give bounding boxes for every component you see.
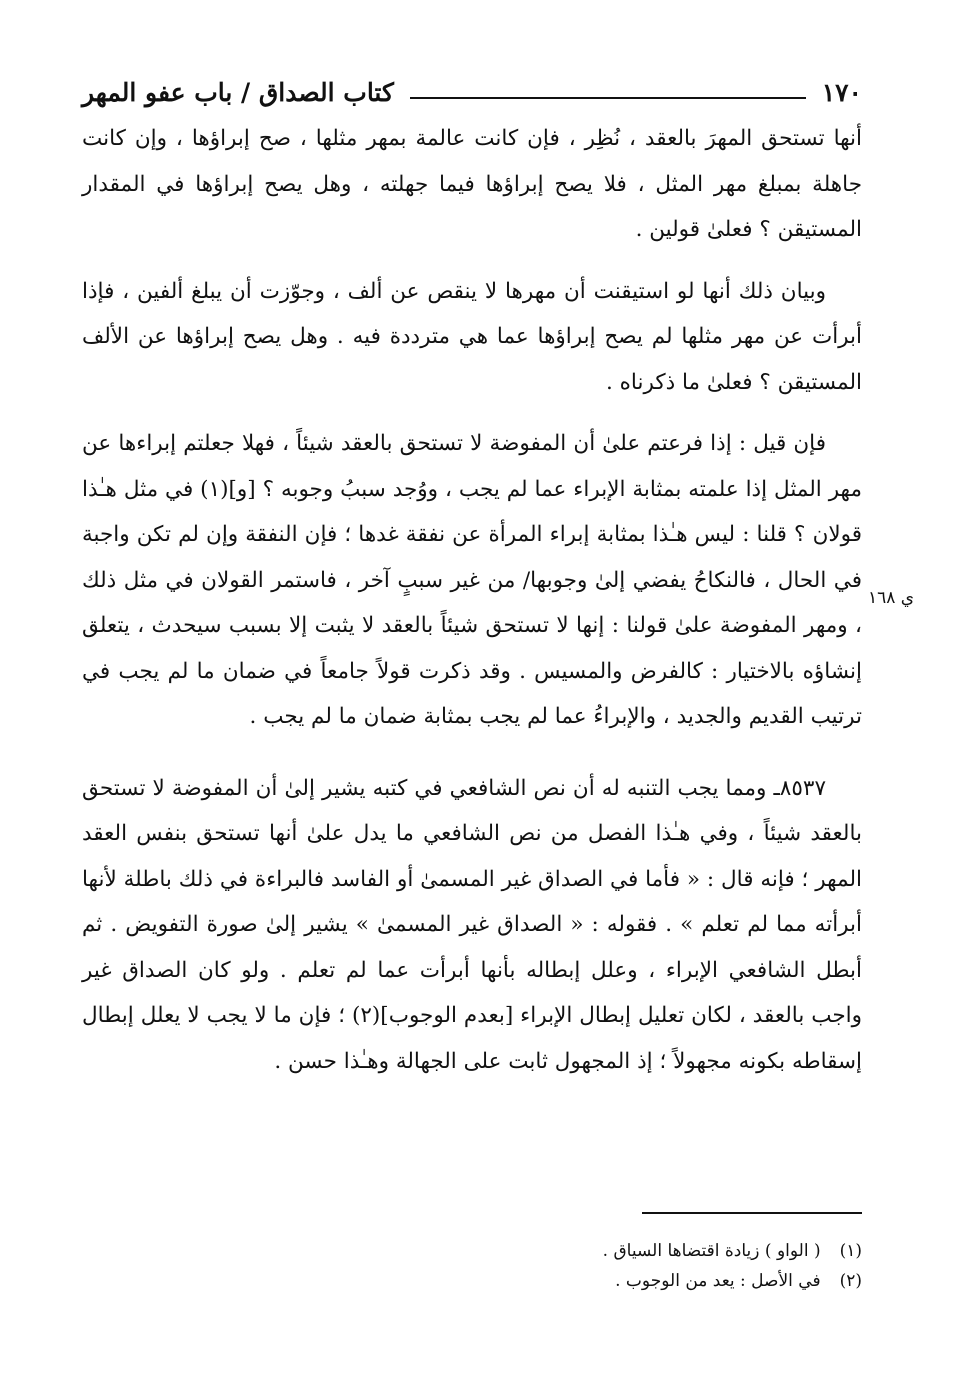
margin-page-reference: ي ١٦٨ [868, 588, 915, 608]
running-title: كتاب الصداق / باب عفو المهر [82, 77, 394, 107]
paragraph-3: فإن قيل : إذا فرعتم علىٰ أن المفوضة لا تستحق بالعقد شيئاً ، فهلا جعلتم إبراءها عن مهر المثل إذا علمته بمثابة الإبراء عما لم يجب ، ووُجد سببُ وجوبه ؟ [و](١) في مثل هـٰذا قولان ؟ قلنا : ليس هـٰذا بمثابة إبراء المرأة عن نفقة غدها ؛ فإن النفقة وإن لم تكن واجبة في الحال ، فالنكاحُ يفضي إلىٰ وجوبها/ من غير سببٍ آخر ، فاستمر القولان في مثل ذلك ، ومهر المفوضة علىٰ قولنا : إنها لا تستحق شيئاً بالعقد لا يثبت إلا بسبب سيحدث ، يتعلق إنشاؤه بالاختيار : كالفرض والمسيس . وقد ذكرت قولاً جامعاً في ضمان ما لم يجب في ترتيب القديم والجديد ، والإبراءُ عما لم يجب بمثابة ضمان ما لم يجب . [82, 431, 862, 729]
main-text [82, 116, 862, 1084]
paragraph-2: وبيان ذلك أنها لو استيقنت أن مهرها لا ينقص عن ألف ، وجوّزت أن يبلغ ألفين ، فإذا أبرأت عن مهر مثلها لم يصح إبراؤها عما هي مترددة فيه . وهل يصح إبراؤها عن الألف المستيقن ؟ فعلىٰ ما ذكرناه . [82, 278, 862, 395]
paragraph-spacer [82, 740, 862, 766]
footnotes [162, 1236, 862, 1296]
paragraph-4: ٨٥٣٧ـ ومما يجب التنبه له أن نص الشافعي في كتبه يشير إلىٰ أن المفوضة لا تستحق بالعقد شيئاً ، وفي هـٰذا الفصل من نص الشافعي ما يدل علىٰ أنها تستحق بنفس العقد المهر ؛ فإنه قال : « فأما في الصداق غير المسمىٰ أو الفاسد فالبراءة في ذلك باطلة لأنها أبرأته مما لم تعلم » . فقوله : « الصداق غير المسمىٰ » يشير إلىٰ صورة التفويض . ثم أبطل الشافعي الإبراء ، وعلل إبطاله بأنها أبرأت عما لم تعلم . ولو كان الصداق غير واجب بالعقد ، لكان تعليل إبطال الإبراء [بعدم الوجوب](٢) ؛ فإن ما لا يجب لا يعلل إبطال إسقاطه بكونه مجهولاً ؛ إذ المجهول ثابت على الجهالة وهـٰذا حسن . [82, 775, 862, 1074]
page-number: ١٧٠ [821, 77, 862, 107]
footnote-2 [162, 1266, 862, 1296]
footnote-number: (٢) [839, 1271, 862, 1291]
footnote-1 [162, 1236, 862, 1266]
footnote-text: ( الواو ) زيادة اقتضاها السياق . [602, 1241, 821, 1261]
footnote-separator [642, 1212, 862, 1214]
footnote-number: (١) [839, 1241, 862, 1261]
paragraph-spacer [82, 405, 862, 421]
footnote-text: في الأصل : يعد من الوجوب . [615, 1271, 821, 1291]
paragraph-1: أنها تستحق المهرَ بالعقد ، نُظِر ، فإن كانت عالمة بمهر مثلها ، صح إبراؤها ، وإن كانت جاهلة بمبلغ مهر المثل ، فلا يصح إبراؤها فيما جهلته ، وهل يصح إبراؤها في المقدار المستيقن ؟ فعلىٰ قولين . [82, 126, 862, 242]
header-rule [410, 97, 806, 99]
paragraph-spacer [82, 253, 862, 269]
page-header [82, 72, 862, 112]
